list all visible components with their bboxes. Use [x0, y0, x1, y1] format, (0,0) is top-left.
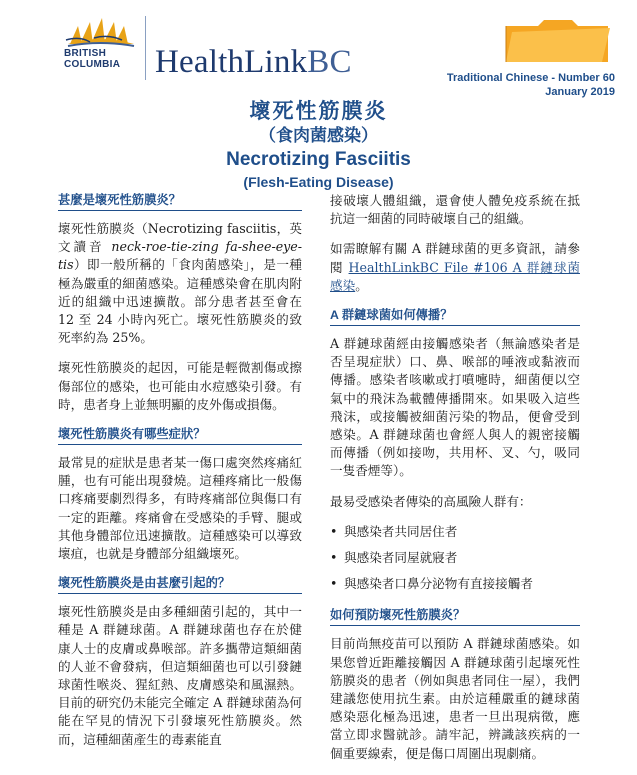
left-column — [58, 192, 302, 761]
bullet-icon: • — [330, 523, 338, 539]
paragraph-more-info: 如需瞭解有關 A 群鏈球菌的更多資訊，請參閱 HealthLinkBC File #106 A 群鏈球菌感染。 — [330, 241, 580, 293]
high-risk-list — [330, 523, 580, 594]
paragraph-symptoms: 最常見的症狀是患者某一傷口處突然疼痛紅腫，也有可能出現發燒。這種疼痛比一般傷口疼痛要劇烈得多，有時疼痛部位與傷口有一定的距離。疼痛會在受感染的手臂、腿或其他身體部位迅速擴散。這種感染可以導致壞疽，也就是身體部分組織壞死。 — [58, 455, 302, 562]
series-number: Traditional Chinese - Number 60 — [446, 72, 615, 84]
section-heading-what-is: 甚麼是壞死性筋膜炎？ — [58, 192, 302, 211]
healthlinkbc-file-link[interactable]: HealthLinkBC File #106 A 群鏈球菌感染 — [330, 259, 580, 293]
paragraph-continued: 接破壞人體組織，還會使人體免疫系統在抵抗這一細菌的同時破壞自己的組織。 — [330, 193, 580, 227]
healthlinkbc-brand[interactable]: HealthLinkBC — [155, 44, 352, 80]
subtitle-english: (Flesh-Eating Disease) — [243, 174, 394, 190]
subtitle-chinese: （食肉菌感染） — [259, 126, 378, 146]
section-heading-symptoms: 壞死性筋膜炎有哪些症狀？ — [58, 426, 302, 445]
folder-icon — [498, 14, 616, 64]
header-divider — [145, 16, 146, 80]
bullet-icon: • — [330, 550, 338, 566]
paragraph-cause-origin: 壞死性筋膜炎的起因，可能是輕微割傷或擦傷部位的感染，也可能由水痘感染引發。有時，患者身上並無明顯的皮外傷或損傷。 — [58, 360, 302, 412]
series-info — [447, 71, 615, 99]
paragraph-definition: 壞死性筋膜炎（Necrotizing fasciitis，英文讀音 neck-roe-tie-zing fa-shee-eye-tis）即一般所稱的「食肉菌感染」，是一種極為嚴重的細菌感染。這種感染會在肌肉附近的組織中迅速擴散。部分患者甚至會在 12 至 24 小時內死亡。壞死性筋膜炎的致死率約為 25%。 — [58, 221, 302, 346]
series-date: January 2019 — [545, 86, 615, 98]
right-column — [330, 192, 580, 775]
paragraph-high-risk: 最易受感染者傳染的高風險人群有： — [330, 493, 532, 509]
list-item: • 與感染者口鼻分泌物有直接接觸者 — [330, 575, 580, 593]
paragraph-spread: A 群鏈球菌經由接觸感染者（無論感染者是否呈現症狀）口、鼻、喉部的唾液或黏液而傳播。感染者咳嗽或打噴嚏時，細菌便以空氣中的飛沫為載體傳播開來。如果吸入這些飛沫，或接觸被細菌污染的物品，便會受到感染。A 群鏈球菌也會經人與人的親密接觸而傳播（例如接吻，共用杯、叉、勺，吸同一隻香煙等）。 — [330, 336, 580, 479]
list-item: • 與感染者同屋就寢者 — [330, 549, 580, 567]
paragraph-causes: 壞死性筋膜炎是由多種細菌引起的，其中一種是 A 群鏈球菌。A 群鏈球菌也存在於健康人士的皮膚或鼻喉部。許多攜帶這類細菌的人並不會發病，但這類細菌也可以引發鏈球菌性喉炎、猩紅熱、皮膚感染和風濕熱。目前的研究仍未能完全確定 A 群鏈球菌為何能在罕見的情況下引發壞死性筋膜炎。然而，這種細菌產生的毒素能直 — [58, 604, 302, 747]
list-item: • 與感染者共同居住者 — [330, 523, 580, 541]
section-heading-spread: A 群鏈球菌如何傳播？ — [330, 307, 580, 326]
title-chinese: 壞死性筋膜炎 — [249, 98, 388, 123]
bullet-icon: • — [330, 576, 338, 592]
page-header — [0, 0, 637, 100]
paragraph-prevention: 目前尚無疫苗可以預防 A 群鏈球菌感染。如果您曾近距離接觸因 A 群鏈球菌引起壞死性筋膜炎的患者（例如與患者同住一屋），我們建議您使用抗生素。由於這種嚴重的鏈球菌感染惡化極為迅速，患者一旦出現病徵，應當立即求醫就診。請牢記，辨識該疾病的一個重要線索，便是傷口周圍出現劇痛。 — [330, 636, 580, 761]
bc-logo-text: BRITISH COLUMBIA — [64, 48, 121, 70]
document-title — [0, 98, 637, 192]
section-heading-prevention: 如何預防壞死性筋膜炎？ — [330, 607, 580, 626]
section-heading-causes: 壞死性筋膜炎是由甚麼引起的？ — [58, 575, 302, 594]
title-english: Necrotizing Fasciitis — [226, 149, 411, 170]
